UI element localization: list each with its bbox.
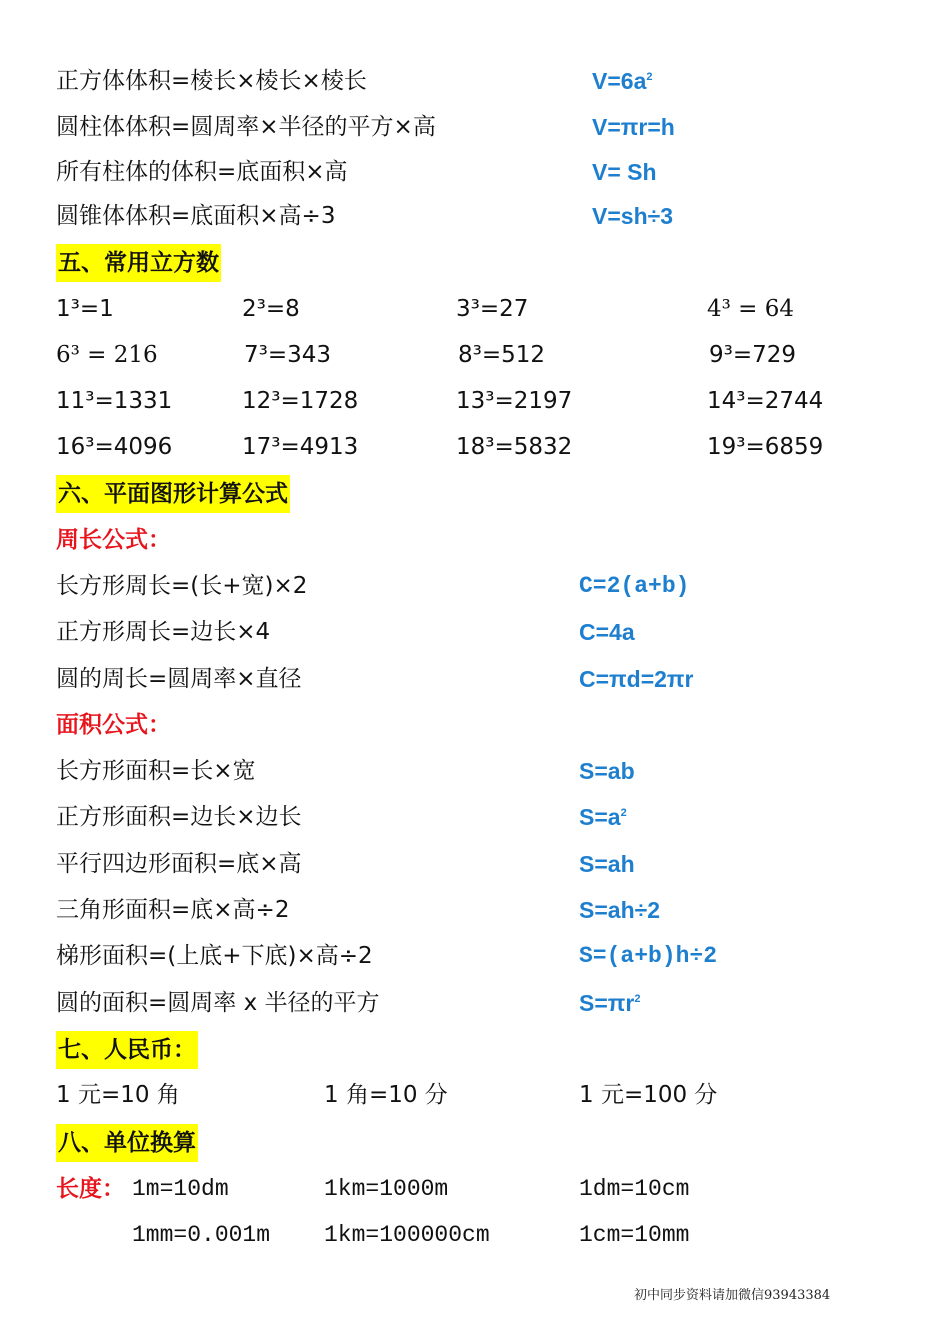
formula-text: 圆柱体体积=圆周率×半径的平方×高 — [56, 114, 436, 140]
formula-expression: S=(a+b)h÷2 — [579, 943, 718, 969]
cube-value: 12³=1728 — [242, 388, 359, 414]
area-row — [0, 754, 950, 794]
length-label: 长度： — [56, 1176, 125, 1202]
cube-value: 17³=4913 — [242, 434, 359, 460]
formula-text: 圆的周长=圆周率×直径 — [56, 666, 302, 692]
cube-value: 13³=2197 — [456, 388, 573, 414]
cube-value: 6³ = 216 — [56, 342, 158, 368]
formula-text: 长方形面积=长×宽 — [56, 758, 256, 784]
section-heading-cubes: 五、常用立方数 — [56, 244, 221, 282]
formula-text: 圆锥体体积=底面积×高÷3 — [56, 203, 336, 229]
section-heading-plane: 六、平面图形计算公式 — [56, 475, 290, 513]
perimeter-row — [0, 662, 950, 702]
formula-expression: S=ah÷2 — [579, 897, 661, 923]
perimeter-row — [0, 615, 950, 655]
area-row — [0, 986, 950, 1026]
formula-text: 长方形周长=(长+宽)×2 — [56, 573, 308, 599]
formula-text: 梯形面积=(上底+下底)×高÷2 — [56, 943, 373, 969]
perimeter-label: 周长公式： — [56, 527, 171, 553]
cube-value: 8³=512 — [458, 342, 546, 368]
formula-text: 所有柱体的体积=底面积×高 — [56, 159, 348, 185]
cube-value: 2³=8 — [242, 296, 300, 322]
cubes-row — [0, 338, 950, 378]
area-row — [0, 800, 950, 840]
volume-row — [0, 199, 950, 239]
unit-item: 1mm=0.001m — [132, 1222, 271, 1248]
area-row — [0, 893, 950, 933]
unit-item: 1dm=10cm — [579, 1176, 690, 1202]
units-row — [0, 1172, 950, 1212]
cube-value: 18³=5832 — [456, 434, 573, 460]
perimeter-row — [0, 569, 950, 609]
formula-expression: S=ah — [579, 851, 635, 877]
area-row — [0, 847, 950, 887]
formula-expression: V=πr=h — [592, 114, 675, 140]
area-label: 面积公式： — [56, 712, 171, 738]
cube-value: 3³=27 — [456, 296, 529, 322]
formula-expression: S=ab — [579, 758, 635, 784]
area-row — [0, 939, 950, 979]
formula-text: 正方形周长=边长×4 — [56, 619, 271, 645]
formula-text: 圆的面积=圆周率 x 半径的平方 — [56, 990, 380, 1016]
money-item: 1 元=100 分 — [579, 1082, 718, 1108]
volume-row — [0, 64, 950, 104]
cube-value: 4³ = 64 — [707, 296, 795, 322]
money-item: 1 元=10 角 — [56, 1082, 180, 1108]
unit-item: 1cm=10mm — [579, 1222, 690, 1248]
units-row — [0, 1218, 950, 1258]
cube-value: 1³=1 — [56, 296, 114, 322]
formula-expression: C=πd=2πr — [579, 666, 694, 692]
cubes-row — [0, 430, 950, 470]
section-heading-money: 七、人民币： — [56, 1031, 198, 1069]
volume-row — [0, 110, 950, 150]
cubes-row — [0, 384, 950, 424]
formula-text: 三角形面积=底×高÷2 — [56, 897, 290, 923]
cube-value: 16³=4096 — [56, 434, 173, 460]
formula-expression: C=2(a+b) — [579, 573, 690, 599]
formula-expression: $S=a^2$ — [579, 804, 627, 830]
volume-row — [0, 155, 950, 195]
cube-value: 11³=1331 — [56, 388, 173, 414]
section-heading-units: 八、单位换算 — [56, 1124, 198, 1162]
formula-text: 正方形面积=边长×边长 — [56, 804, 302, 830]
formula-text: 平行四边形面积=底×高 — [56, 851, 302, 877]
unit-item: 1km=100000cm — [324, 1222, 490, 1248]
formula-expression: V=sh÷3 — [592, 203, 674, 229]
formula-expression: C=4a — [579, 619, 635, 645]
footer-note: 初中同步资料请加微信93943384 — [634, 1288, 831, 1303]
cube-value: 19³=6859 — [707, 434, 824, 460]
formula-expression: $S=\pi r^2$ — [579, 990, 641, 1016]
cubes-row — [0, 292, 950, 332]
cube-value: 14³=2744 — [707, 388, 824, 414]
cube-value: 7³=343 — [244, 342, 332, 368]
money-item: 1 角=10 分 — [324, 1082, 448, 1108]
cube-value: 9³=729 — [709, 342, 797, 368]
unit-item: 1m=10dm — [132, 1176, 229, 1202]
formula-text: 正方体体积=棱长×棱长×棱长 — [56, 68, 367, 94]
formula-expression: $V=6a^2$ — [592, 68, 653, 94]
unit-item: 1km=1000m — [324, 1176, 449, 1202]
formula-expression: V= Sh — [592, 159, 657, 185]
money-row — [0, 1078, 950, 1118]
